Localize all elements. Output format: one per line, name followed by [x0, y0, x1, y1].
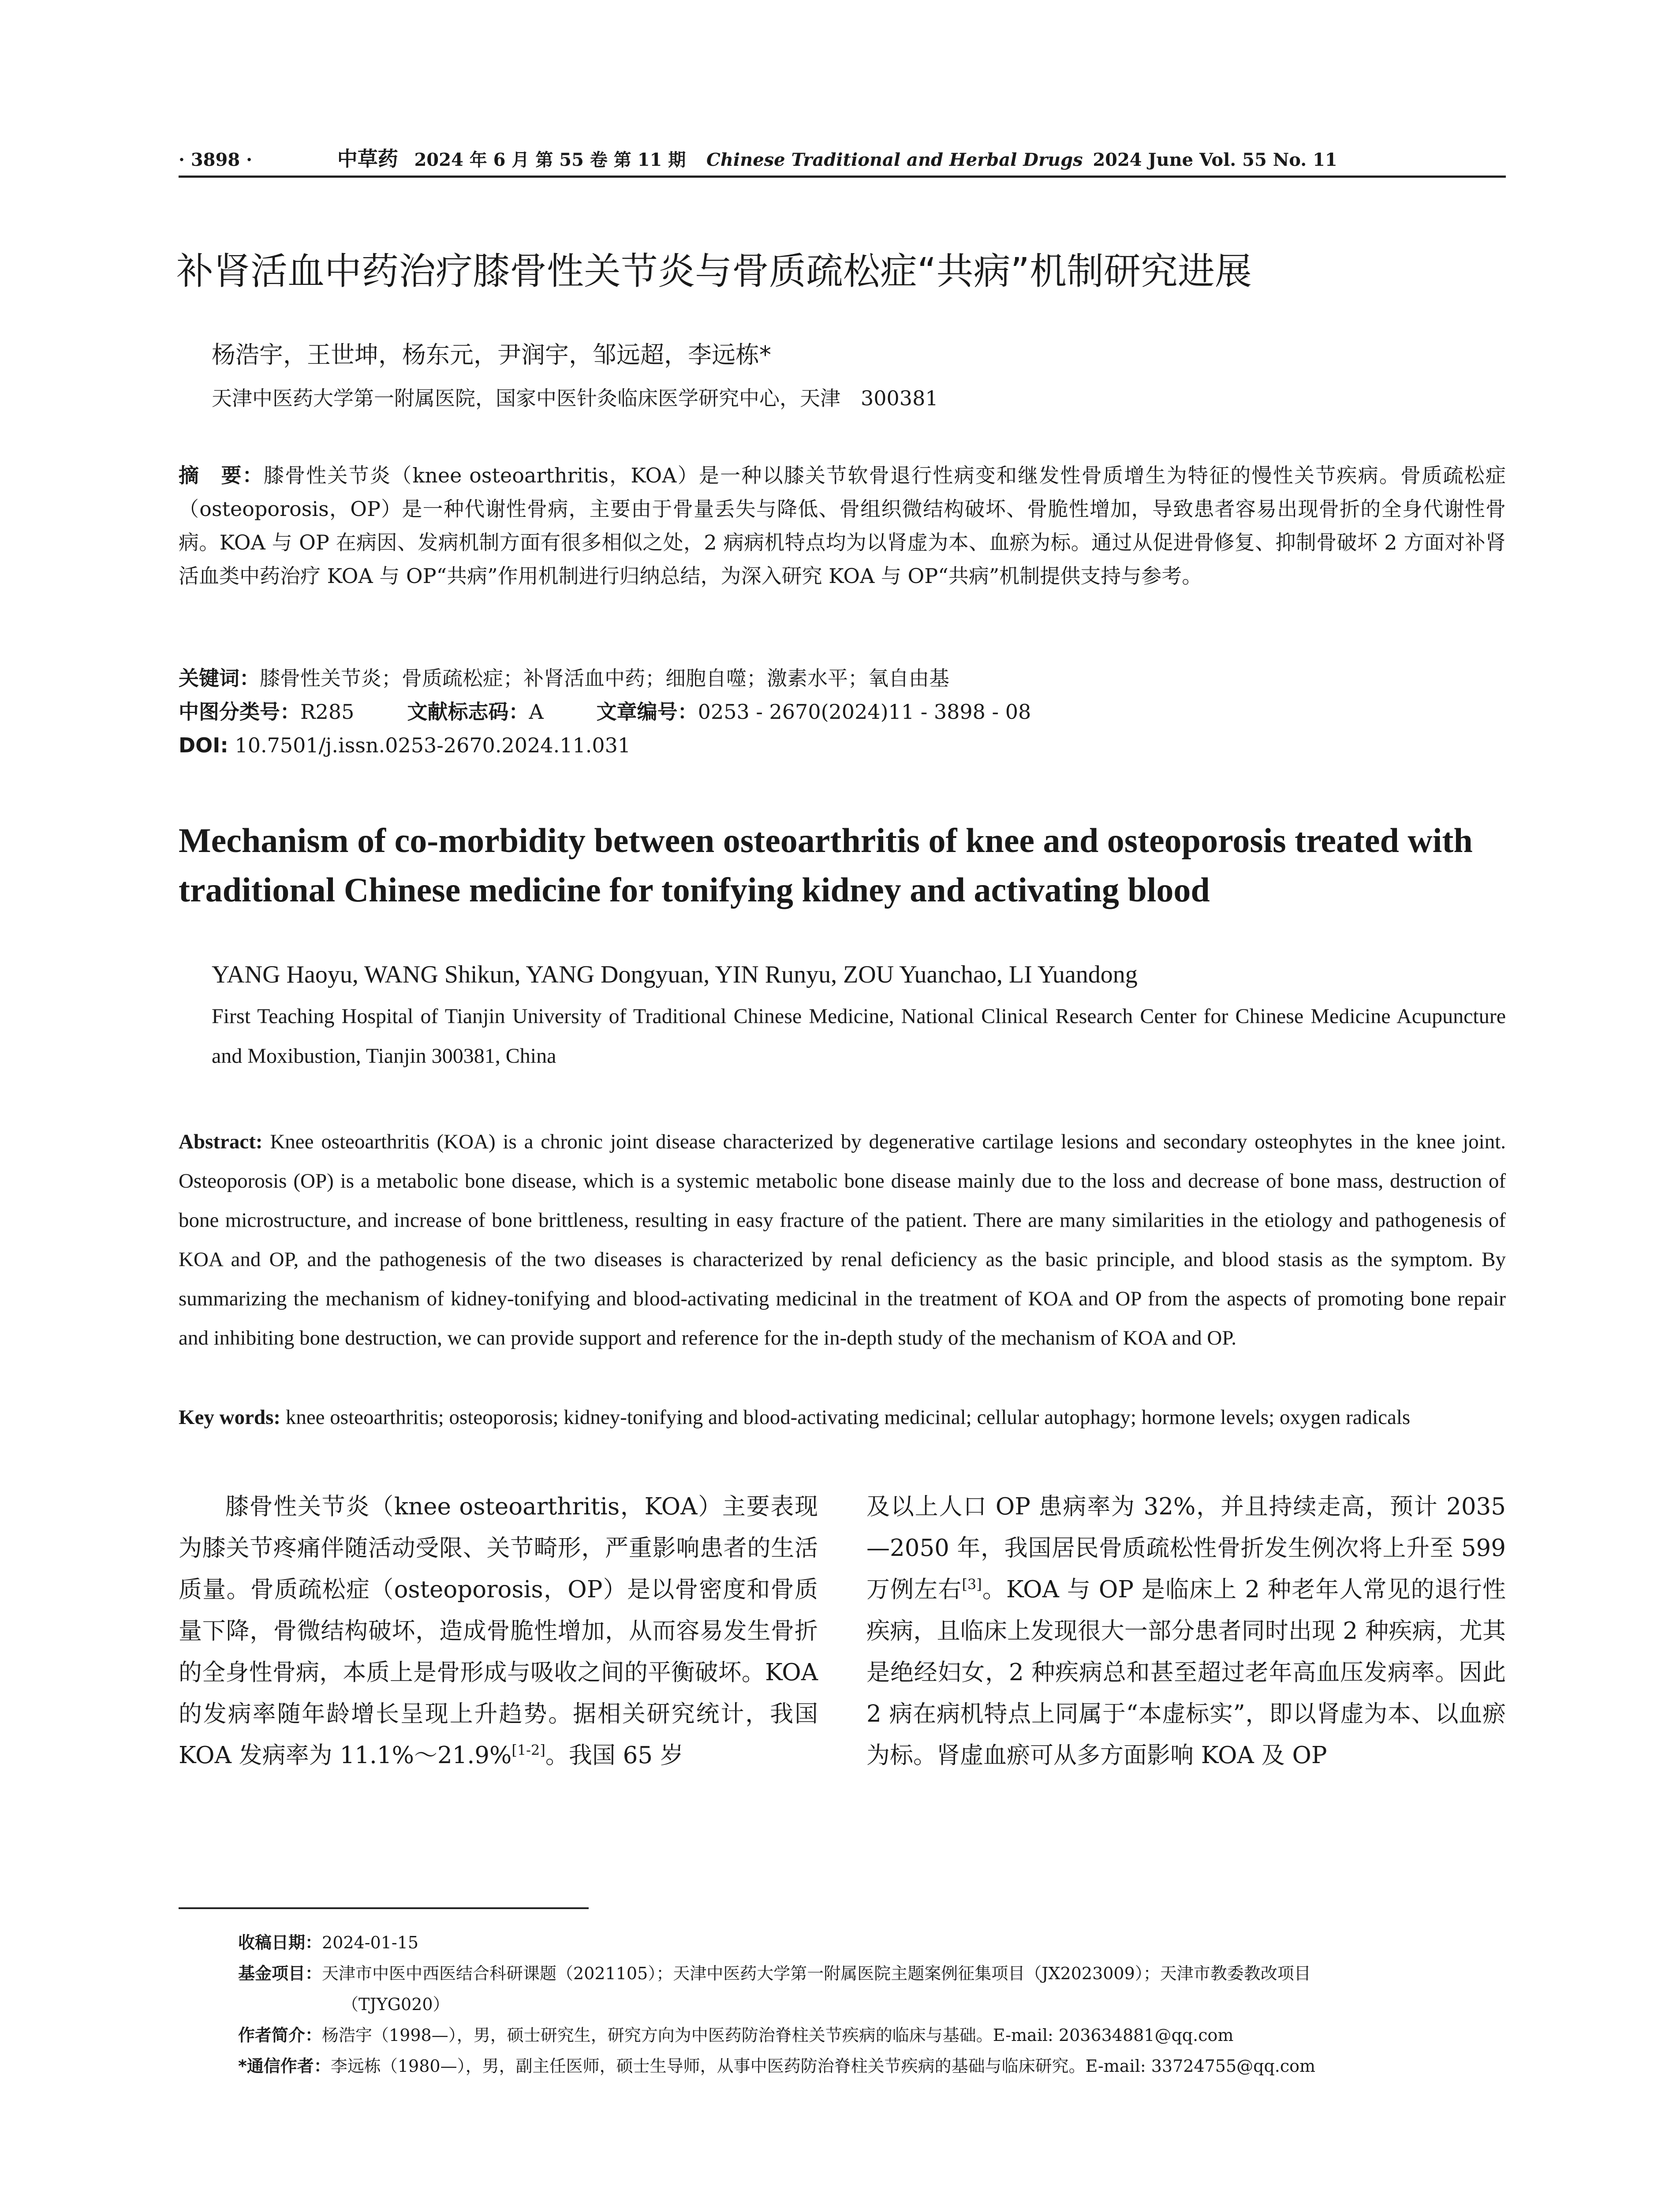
article-no-label: 文章编号： [596, 700, 698, 724]
received-label: 收稿日期： [238, 1933, 322, 1952]
footnote-fund-cont: （TJYG020） [342, 1995, 450, 2014]
footnote-received [238, 1927, 1517, 1958]
affiliation-cn: 天津中医药大学第一附属医院，国家中医针灸临床医学研究中心，天津 300381 [212, 386, 938, 410]
doc-code-value: A [529, 700, 544, 724]
journal-name-cn: 中草药 [337, 147, 398, 171]
corresponding-label: *通信作者： [238, 2056, 331, 2076]
doi-line [179, 729, 1506, 762]
keywords-label-cn: 关键词： [179, 666, 260, 690]
body-left-text: 膝骨性关节炎（knee osteoarthritis，KOA）主要表现为膝关节疼痛伴随活动受限、关节畸形，严重影响患者的生活质量。骨质疏松症（osteoporosis，OP）是以骨密度和骨质量下降，骨微结构破坏，造成骨脆性增加，从而容易发生骨折的全身性骨病，本质上是骨形成与吸收之间的平衡破坏。KOA 的发病率随年龄增长呈现上升趋势。据相关研究统计，我国 KOA 发病率为 11.1%～21.9% [179, 1493, 818, 1769]
corresponding-text: 李远栋（1980—），男，副主任医师，硕士生导师，从事中医药防治脊柱关节疾病的基础与临床研究。E-mail: 33724755@qq.com [330, 2056, 1316, 2076]
classification-line [179, 695, 1506, 729]
affiliation-en: First Teaching Hospital of Tianjin University of Traditional Chinese Medicine, National Clinical Research Center for Chinese Medicine Acupuncture and Moxibustion, Tianjin 300381, China [212, 1005, 1506, 1068]
citation-1-2: [1-2] [511, 1742, 545, 1759]
article-no-value: 0253 - 2670(2024)11 - 3898 - 08 [698, 700, 1031, 724]
abstract-text-cn: 膝骨性关节炎（knee osteoarthritis，KOA）是一种以膝关节软骨退行性病变和继发性骨质增生为特征的慢性关节疾病。骨质疏松症（osteoporosis，OP）是一种代谢性骨病，主要由于骨量丢失与降低、骨组织微结构破坏、骨脆性增加，导致患者容易出现骨折的全身代谢性骨病。KOA 与 OP 在病因、发病机制方面有很多相似之处，2 病病机特点均为以肾虚为本、血瘀为标。通过从促进骨修复、抑制骨破坏 2 方面对补肾活血类中药治疗 KOA 与 OP“共病”作用机制进行归纳总结，为深入研究 KOA 与 OP“共病”机制提供支持与参考。 [179, 463, 1506, 588]
keywords-en [179, 1398, 1506, 1437]
body-left-tail: 。我国 65 岁 [545, 1742, 683, 1769]
header-rule [179, 176, 1506, 178]
running-header [179, 146, 1506, 172]
fund-text: 天津市中医中西医结合科研课题（2021105）；天津中医药大学第一附属医院主题案例征集项目（JX2023009）；天津市教委教改项目 [322, 1964, 1311, 1983]
clc-label: 中图分类号： [179, 700, 300, 724]
abstract-text-en: Knee osteoarthritis (KOA) is a chronic joint disease characterized by degenerative cartilage lesions and secondary osteophytes in the knee joint. Osteoporosis (OP) is a metabolic bone disease, which is a systemic metabolic bone disease mainly due to the loss and decrease of bone mass, destruction of bone microstructure, and increase of bone brittleness, resulting in easy fracture of the patient. There are many similarities in the etiology and pathogenesis of KOA and OP, and the pathogenesis of the two diseases is characterized by renal deficiency as the basic principle, and blood stasis as the symptom. By summarizing the mechanism of kidney-tonifying and blood-activating medicinal in the treatment of KOA and OP from the aspects of promoting bone repair and inhibiting bone destruction, we can provide support and reference for the in-depth study of the mechanism of KOA and OP. [179, 1130, 1506, 1349]
doi-value: 10.7501/j.issn.0253-2670.2024.11.031 [235, 733, 631, 757]
keywords-cn [179, 662, 1506, 695]
title-en: Mechanism of co-morbidity between osteoarthritis of knee and osteoporosis treated with traditional Chinese medicine for tonifying kidney and activating blood [179, 821, 1473, 909]
keywords-label-en: Key words: [179, 1406, 281, 1429]
issue-en: 2024 June Vol. 55 No. 11 [1093, 149, 1337, 170]
title-cn: 补肾活血中药治疗膝骨性关节炎与骨质疏松症“共病”机制研究进展 [176, 250, 1252, 293]
author-label: 作者简介： [238, 2026, 322, 2045]
abstract-en [179, 1122, 1506, 1358]
body-right-tail: 。KOA 与 OP 是临床上 2 种老年人常见的退行性疾病，且临床上发现很大一部分患者同时出现 2 种疾病，尤其是绝经妇女，2 种疾病总和甚至超过老年高血压发病率。因此 2 病在病机特点上同属于“本虚标实”，即以肾虚为本、以血瘀为标。肾虚血瘀可从多方面影响 KOA 及 OP [866, 1576, 1506, 1769]
doc-code-label: 文献标志码： [407, 700, 529, 724]
abstract-label-en: Abstract: [179, 1130, 263, 1153]
fund-label: 基金项目： [238, 1964, 322, 1983]
keywords-text-en: knee osteoarthritis; osteoporosis; kidney-tonifying and blood-activating medicinal; cellular autophagy; hormone levels; oxygen radicals [285, 1406, 1411, 1429]
abstract-label-cn: 摘 要： [179, 463, 264, 487]
journal-name-en: Chinese Traditional and Herbal Drugs [706, 149, 1083, 170]
clc-value: R285 [300, 700, 355, 724]
body-column-right [866, 1486, 1506, 1776]
footnote-author [238, 2020, 1517, 2051]
issue-cn: 2024 年 6 月 第 55 卷 第 11 期 [414, 149, 686, 170]
body-right-text: 及以上人口 OP 患病率为 32%，并且持续走高，预计 2035—2050 年，我国居民骨质疏松性骨折发生例次将上升至 599 万例左右 [866, 1493, 1506, 1603]
abstract-cn [179, 459, 1506, 593]
received-date: 2024-01-15 [322, 1933, 419, 1952]
body-column-left [179, 1486, 818, 1776]
footnote-fund [238, 1958, 1517, 1989]
doi-label: DOI: [179, 733, 228, 757]
page-number: · 3898 · [179, 149, 253, 170]
authors-en: YANG Haoyu, WANG Shikun, YANG Dongyuan, YIN Runyu, ZOU Yuanchao, LI Yuandong [212, 961, 1138, 988]
citation-3: [3] [962, 1576, 982, 1593]
author-text: 杨浩宇（1998—），男，硕士研究生，研究方向为中医药防治脊柱关节疾病的临床与基础。E-mail: 203634881@qq.com [322, 2026, 1234, 2045]
authors-cn: 杨浩宇，王世坤，杨东元，尹润宇，邹远超，李远栋* [212, 341, 771, 369]
keywords-text-cn: 膝骨性关节炎；骨质疏松症；补肾活血中药；细胞自噬；激素水平；氧自由基 [260, 666, 949, 690]
footnote-rule [179, 1907, 589, 1909]
footnote-corresponding [238, 2051, 1517, 2082]
